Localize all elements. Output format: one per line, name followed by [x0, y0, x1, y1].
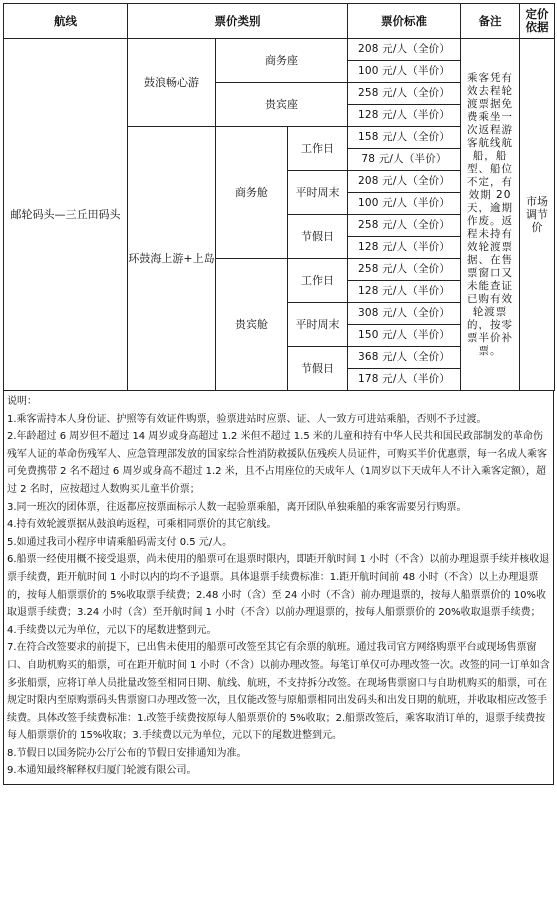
- remark-text: 乘客凭有效去程轮渡票据免费乘坐一次返程游客航线航船，船型、船位不定，有效期 20 天，逾期作废。返程未持有效轮渡票据、在售票窗口又未能查证已购有效轮渡票的，按零票半价补票。: [461, 39, 520, 391]
- note-item: 2.年龄超过 6 周岁但不超过 14 周岁或身高超过 1.2 米但不超过 1.5 米的儿童和持有中华人民共和国民政部制发的革命伤残军人证的革命伤残军人、应急管理部发放的国家综合性消防救援队伍残疾人员证件，可购买半价优惠票，每一名成人乘客可免费携带 2 名不超过 6 周岁或身高不超过 1.2 米，且不占用座位的天成年人（1周岁以下天成年人不计入乘客定额），超过 2 名时，应按超过人数购买儿童半价票；: [7, 431, 547, 495]
- table-row: [4, 39, 555, 61]
- price-cell: 128 元/人（半价）: [348, 281, 461, 303]
- header-route: 航线: [4, 4, 128, 39]
- table-header-row: [4, 4, 555, 39]
- price-cell: 150 元/人（半价）: [348, 325, 461, 347]
- notes-heading: 说明：: [7, 396, 37, 407]
- price-cell: 158 元/人（全价）: [348, 127, 461, 149]
- header-category: 票价类别: [128, 4, 348, 39]
- header-price: 票价标准: [348, 4, 461, 39]
- note-item: 3.同一班次的团体票，往返都应按票面标示人数一起验票乘船，离开团队单独乘船的乘客需要另行购票。: [7, 501, 467, 513]
- class-vip-seat: 贵宾座: [216, 83, 348, 127]
- price-cell: 178 元/人（半价）: [348, 369, 461, 391]
- route-name: 邮轮码头—三丘田码头: [4, 39, 128, 391]
- header-note: 备注: [461, 4, 520, 39]
- day-weekend: 平时周末: [288, 171, 348, 215]
- price-cell: 100 元/人（半价）: [348, 61, 461, 83]
- note-item: 4.持有效轮渡票据从鼓浪屿返程，可乘相同票价的其它航线。: [7, 519, 277, 531]
- class-business-seat: 商务座: [216, 39, 348, 83]
- note-item: 1.乘客需持本人身份证、护照等有效证件购票，验票进站时应票、证、人一致方可进站乘船，否则不予过渡。: [7, 413, 487, 425]
- fare-table: [3, 3, 555, 391]
- note-item: 5.如通过我司小程序申请乘船码需支付 0.5 元/人。: [7, 536, 233, 548]
- day-workday: 工作日: [288, 127, 348, 171]
- product-island: 环鼓海上游+上岛: [128, 127, 216, 391]
- day-holiday: 节假日: [288, 215, 348, 259]
- notes-section: [3, 391, 554, 785]
- day-weekend: 平时周末: [288, 303, 348, 347]
- price-cell: 208 元/人（全价）: [348, 171, 461, 193]
- price-cell: 258 元/人（全价）: [348, 259, 461, 281]
- price-cell: 78 元/人（半价）: [348, 149, 461, 171]
- price-cell: 258 元/人（全价）: [348, 215, 461, 237]
- note-item: 9.本通知最终解释权归厦门轮渡有限公司。: [7, 765, 197, 777]
- note-item: 6.船票一经使用概不接受退票，尚未使用的船票可在退票时限内，即距开航时间 1 小时（不含）以前办理退票手续并核收退票手续费，距开航时间 1 小时以内的均不予退票。具体退票手续费标准：1.距开航时间前 48 小时（不含）以上办理退票的，按每人船票票价的 5%收取票手续费；2.48 小时（含）至 24 小时（不含）前办理退票的，按每人船票票价的 10%收取退票手续费；3.24 小时（含）至开航时间 1 小时（不含）以前办理退票的，按每人船票票价的 20%收取退票手续费；4.手续费以元为单位，元以下的尾数进整到元。: [7, 554, 550, 636]
- price-cell: 128 元/人（半价）: [348, 105, 461, 127]
- fare-notice: [3, 3, 554, 785]
- class-vip-cabin: 贵宾舱: [216, 259, 288, 391]
- day-holiday: 节假日: [288, 347, 348, 391]
- price-cell: 258 元/人（全价）: [348, 83, 461, 105]
- note-item: 8.节假日以国务院办公厅公布的节假日安排通知为准。: [7, 747, 247, 759]
- price-cell: 100 元/人（半价）: [348, 193, 461, 215]
- header-basis: 定价依据: [520, 4, 555, 39]
- product-cruise: 鼓浪畅心游: [128, 39, 216, 127]
- price-cell: 208 元/人（全价）: [348, 39, 461, 61]
- price-cell: 368 元/人（全价）: [348, 347, 461, 369]
- day-workday: 工作日: [288, 259, 348, 303]
- class-business-cabin: 商务舱: [216, 127, 288, 259]
- price-cell: 308 元/人（全价）: [348, 303, 461, 325]
- pricing-basis: 市场调节价: [520, 39, 555, 391]
- note-item: 7.在符合改签要求的前提下，已出售未使用的船票可改签至其它有余票的航班。通过我司官方网络购票平台或现场售票窗口、自助机购买的船票，可在距开航时间 1 小时（不含）以前办理改签。每笔订单仅可办理改签一次。改签的同一订单如含多张船票，应将订单人员批量改签至相同日期、航线、航班，不支持拆分改签。在现场售票窗口与自助机购买的船票，可在规定时限内至原购票码头售票窗口办理改签一次，且仅能改签与原船票相同出发码头和出发日期的航班，并收取相应改签手续费。具体改签手续费标准：1.改签手续费按原每人船票票价的 5%收取；2.船票改签后，乘客取消订单的，退票手续费按每人船票票价的 15%收取；3.手续费以元为单位，元以下的尾数进整到元。: [7, 642, 550, 742]
- price-cell: 128 元/人（半价）: [348, 237, 461, 259]
